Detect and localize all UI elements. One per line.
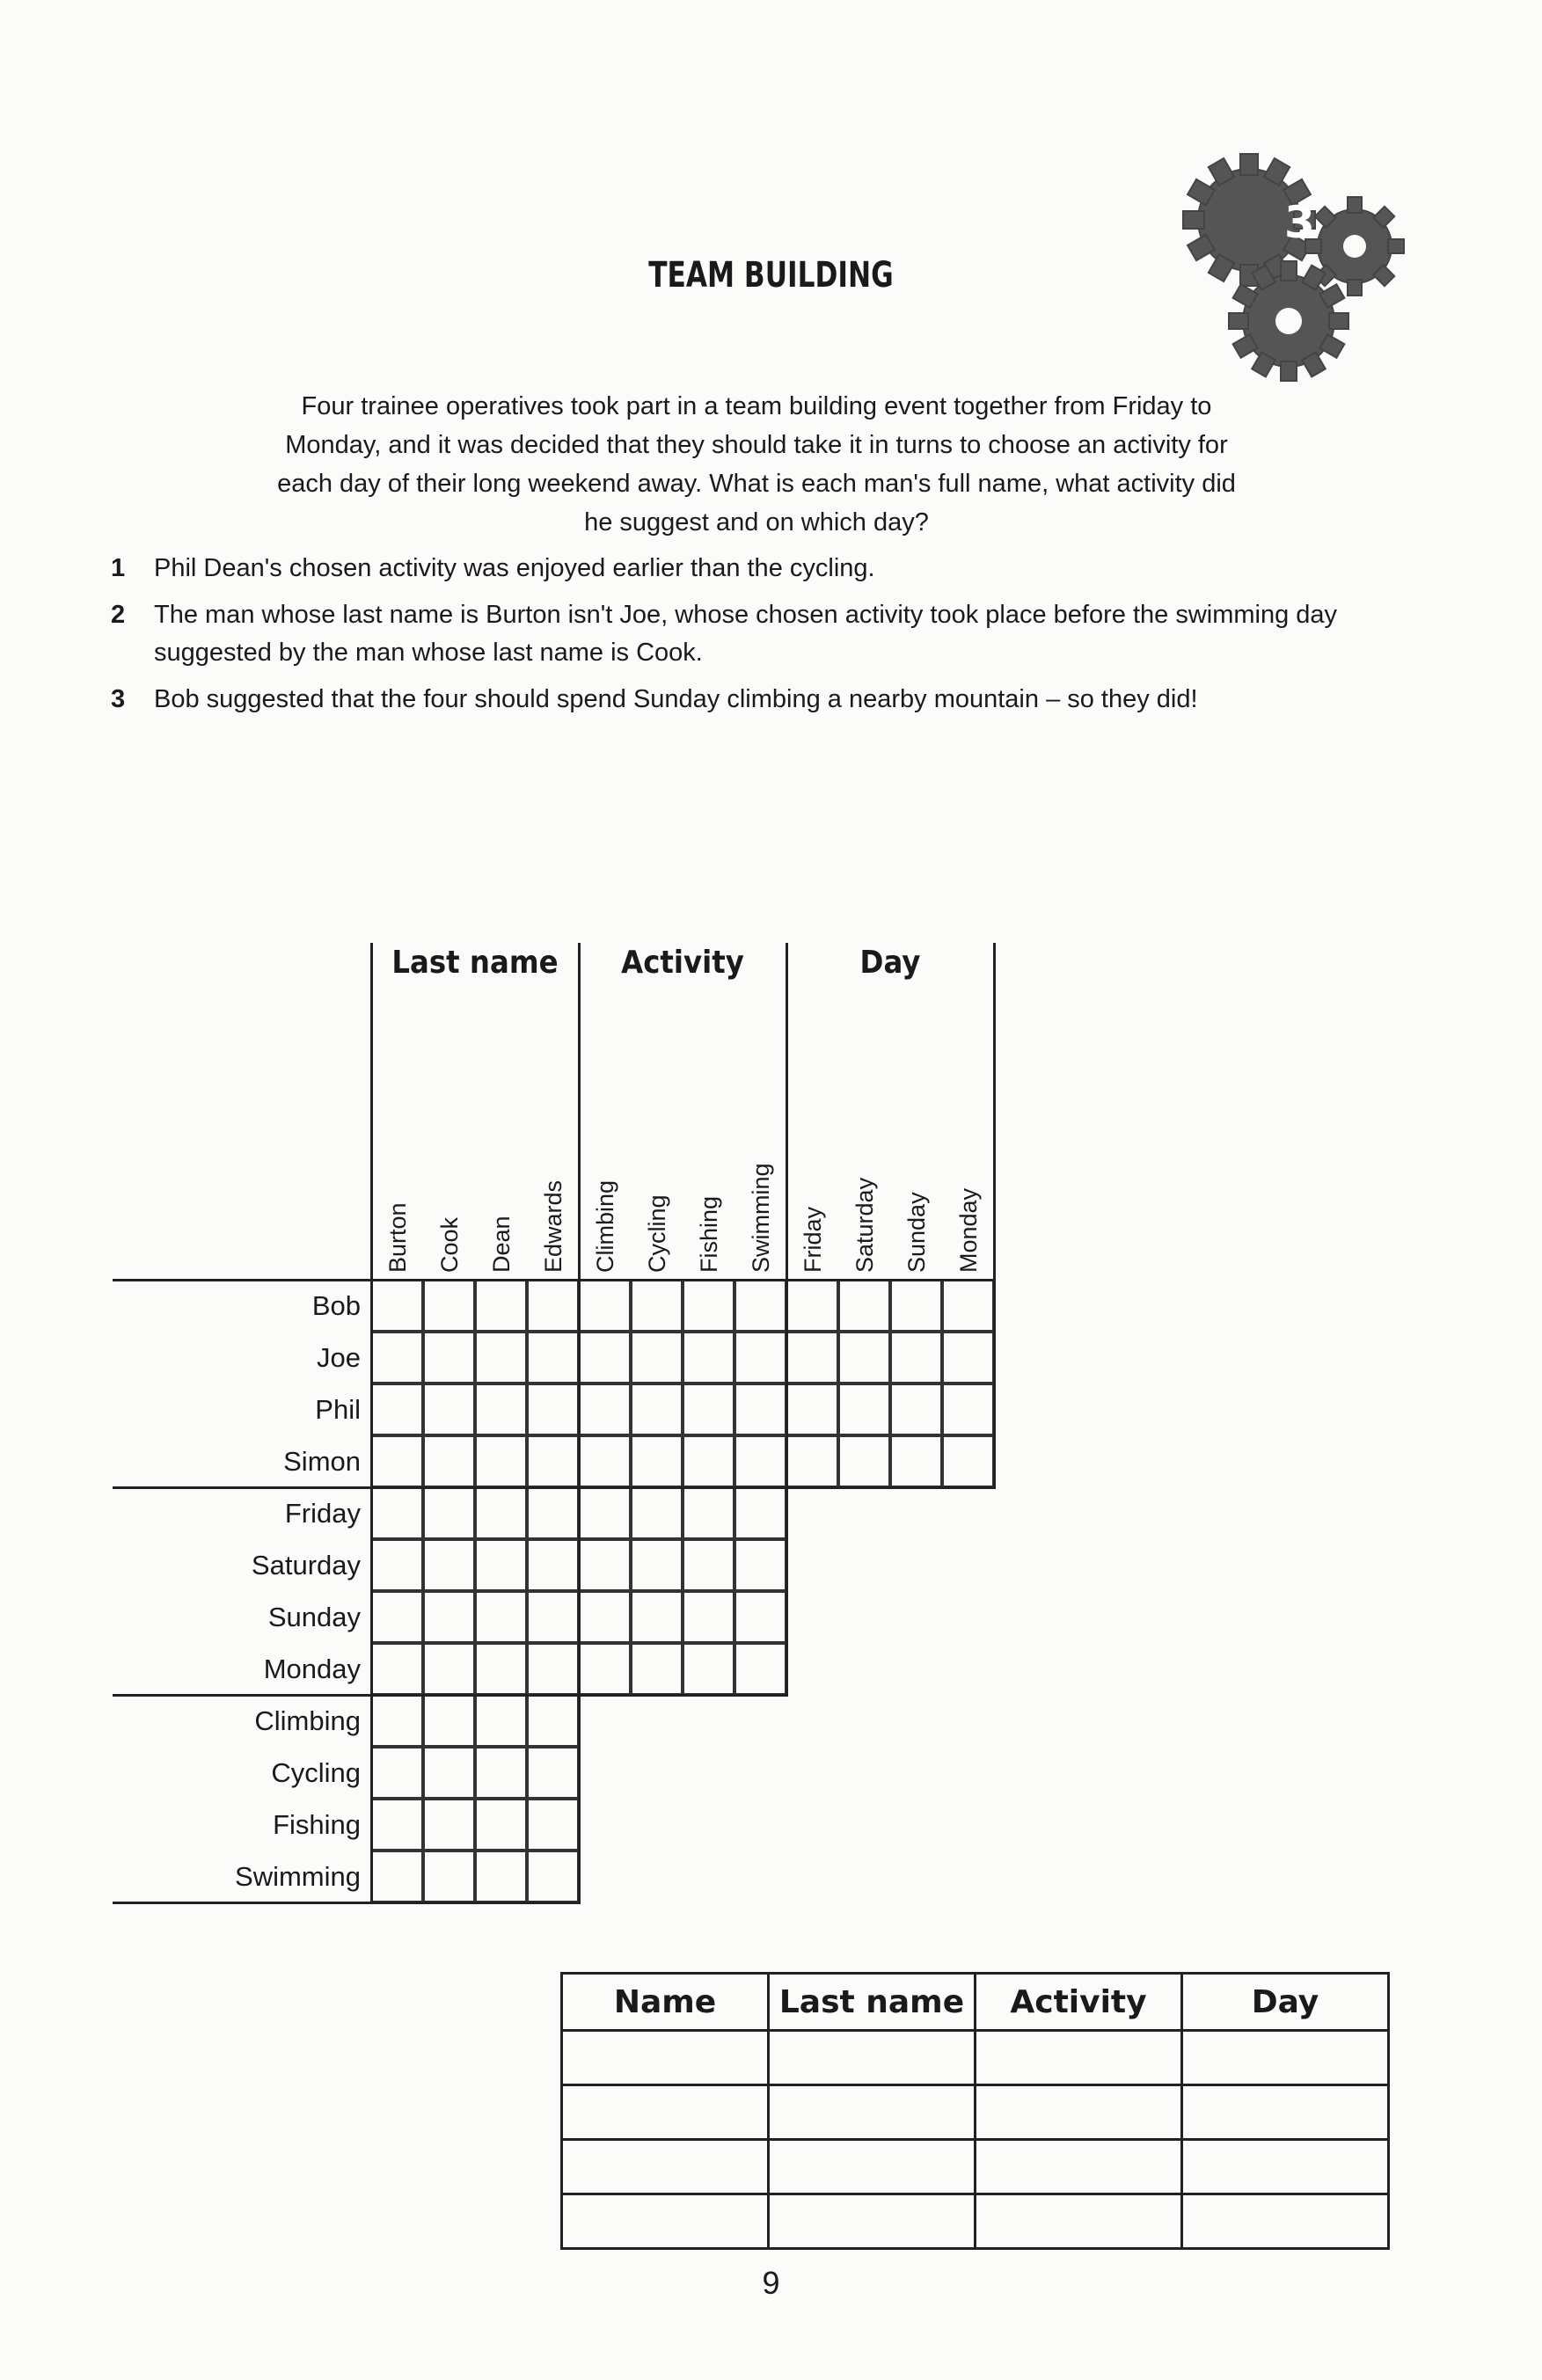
column-group-label: Activity <box>621 945 744 981</box>
grid-cell[interactable] <box>683 1280 734 1332</box>
puzzle-title: TEAM BUILDING <box>648 255 894 296</box>
column-item-label: Cycling <box>644 1194 670 1273</box>
answer-cell[interactable] <box>1182 2140 1389 2194</box>
grid-cell[interactable] <box>734 1332 786 1383</box>
grid-cell[interactable] <box>579 1591 631 1643</box>
column-item-label: Cook <box>436 1216 463 1273</box>
grid-cell[interactable] <box>527 1539 579 1591</box>
grid-cell[interactable] <box>423 1643 475 1695</box>
column-item-label: Climbing <box>592 1179 618 1273</box>
grid-cell[interactable] <box>423 1591 475 1643</box>
clue-2 <box>106 596 1381 672</box>
answer-cell[interactable] <box>769 2031 976 2085</box>
grid-cell[interactable] <box>475 1799 527 1851</box>
grid-cell[interactable] <box>527 1383 579 1435</box>
grid-cell[interactable] <box>423 1851 475 1902</box>
grid-cell[interactable] <box>734 1539 786 1591</box>
grid-cell[interactable] <box>683 1435 734 1487</box>
row-item-label: Climbing <box>254 1705 361 1736</box>
answer-cell[interactable] <box>1182 2031 1389 2085</box>
grid-cell[interactable] <box>423 1435 475 1487</box>
row-item-label: Bob <box>311 1290 361 1321</box>
answer-cell[interactable] <box>769 2085 976 2140</box>
puzzle-intro: Four trainee operatives took part in a team building event together from Friday to Monday, and it was decided that they should take it in turns to choose an activity for each day of their long weekend away. What is each man's full name, what activity did he suggest and on which day? <box>277 392 1236 537</box>
column-item-label: Fishing <box>696 1195 722 1273</box>
answer-row <box>562 2031 1389 2085</box>
answer-cell[interactable] <box>562 2140 769 2194</box>
grid-cell[interactable] <box>838 1435 890 1487</box>
grid-cell[interactable] <box>423 1799 475 1851</box>
grid-cell[interactable] <box>942 1435 994 1487</box>
grid-cell[interactable] <box>683 1487 734 1539</box>
grid-cell[interactable] <box>683 1539 734 1591</box>
grid-cell[interactable] <box>890 1435 942 1487</box>
answer-cell[interactable] <box>769 2140 976 2194</box>
grid-cell[interactable] <box>786 1435 838 1487</box>
column-item-label: Burton <box>384 1202 411 1273</box>
column-group-divider <box>578 943 581 1280</box>
answer-header-activity: Activity <box>976 1974 1182 2031</box>
grid-cell[interactable] <box>890 1280 942 1332</box>
clue-text: Phil Dean's chosen activity was enjoyed earlier than the cycling. <box>154 554 875 582</box>
grid-cell[interactable] <box>475 1851 527 1902</box>
grid-cell[interactable] <box>475 1487 527 1539</box>
grid-cell[interactable] <box>527 1332 579 1383</box>
grid-cell[interactable] <box>734 1643 786 1695</box>
grid-cell[interactable] <box>423 1383 475 1435</box>
row-item-label: Swimming <box>235 1861 361 1892</box>
grid-cell[interactable] <box>475 1747 527 1799</box>
column-item-label: Monday <box>955 1187 982 1273</box>
answer-cell[interactable] <box>976 2031 1182 2085</box>
row-item-label: Phil <box>315 1394 361 1425</box>
answer-cell[interactable] <box>976 2085 1182 2140</box>
clue-text: The man whose last name is Burton isn't Joe, whose chosen activity took place before the swimming day suggested by the man whose last name is Cook. <box>154 601 1338 667</box>
answer-table <box>560 1972 1390 2250</box>
grid-cell[interactable] <box>371 1851 423 1902</box>
grid-cell[interactable] <box>527 1487 579 1539</box>
grid-cell[interactable] <box>683 1383 734 1435</box>
grid-cell[interactable] <box>734 1383 786 1435</box>
grid-cell[interactable] <box>579 1487 631 1539</box>
grid-cell[interactable] <box>683 1332 734 1383</box>
answer-cell[interactable] <box>562 2085 769 2140</box>
grid-cell[interactable] <box>371 1332 423 1383</box>
grid-cell[interactable] <box>942 1332 994 1383</box>
grid-cell[interactable] <box>527 1851 579 1902</box>
grid-cell[interactable] <box>786 1332 838 1383</box>
grid-cell[interactable] <box>371 1643 423 1695</box>
grid-cell[interactable] <box>527 1747 579 1799</box>
grid-cell[interactable] <box>786 1280 838 1332</box>
grid-cell[interactable] <box>371 1487 423 1539</box>
clue-number: 1 <box>111 554 126 582</box>
grid-cell[interactable] <box>838 1383 890 1435</box>
grid-cell[interactable] <box>475 1435 527 1487</box>
grid-cell[interactable] <box>371 1539 423 1591</box>
grid-cell[interactable] <box>838 1332 890 1383</box>
grid-cell[interactable] <box>734 1591 786 1643</box>
grid-cell[interactable] <box>475 1383 527 1435</box>
grid-cell[interactable] <box>423 1695 475 1747</box>
grid-cell[interactable] <box>579 1539 631 1591</box>
row-item-label: Friday <box>284 1498 361 1529</box>
answer-header-last-name: Last name <box>769 1974 976 2031</box>
answer-cell[interactable] <box>976 2194 1182 2249</box>
page-number: 9 <box>762 2265 780 2301</box>
row-item-label: Monday <box>263 1654 361 1684</box>
answer-header-name: Name <box>562 1974 769 2031</box>
row-group-divider <box>113 1902 579 1904</box>
grid-cell[interactable] <box>631 1539 683 1591</box>
grid-cell[interactable] <box>475 1591 527 1643</box>
grid-cell[interactable] <box>734 1280 786 1332</box>
grid-cell[interactable] <box>527 1695 579 1747</box>
grid-cell[interactable] <box>527 1280 579 1332</box>
grid-cell[interactable] <box>734 1487 786 1539</box>
grid-cell[interactable] <box>631 1435 683 1487</box>
column-group-label: Last name <box>391 945 559 981</box>
column-group-divider <box>370 943 373 1280</box>
grid-cell[interactable] <box>683 1591 734 1643</box>
clue-1 <box>106 550 1381 588</box>
grid-cell[interactable] <box>579 1643 631 1695</box>
row-item-label: Simon <box>283 1446 361 1477</box>
row-item-label: Saturday <box>251 1550 361 1581</box>
answer-cell[interactable] <box>1182 2085 1389 2140</box>
grid-cell[interactable] <box>890 1383 942 1435</box>
clue-3 <box>106 681 1381 719</box>
grid-cell[interactable] <box>371 1383 423 1435</box>
grid-cell[interactable] <box>527 1435 579 1487</box>
grid-cell[interactable] <box>579 1332 631 1383</box>
grid-cell[interactable] <box>475 1332 527 1383</box>
clue-list <box>106 550 1381 727</box>
grid-cell[interactable] <box>371 1695 423 1747</box>
grid-cell[interactable] <box>579 1435 631 1487</box>
column-item-label: Edwards <box>540 1179 566 1273</box>
grid-cell[interactable] <box>734 1435 786 1487</box>
answer-cell[interactable] <box>1182 2194 1389 2249</box>
grid-cell[interactable] <box>475 1539 527 1591</box>
grid-cell[interactable] <box>579 1383 631 1435</box>
grid-cell[interactable] <box>371 1591 423 1643</box>
grid-cell[interactable] <box>371 1435 423 1487</box>
grid-cell[interactable] <box>475 1280 527 1332</box>
answer-row <box>562 2140 1389 2194</box>
clue-number: 2 <box>111 601 126 629</box>
grid-cell[interactable] <box>631 1280 683 1332</box>
grid-cell[interactable] <box>631 1591 683 1643</box>
grid-cell[interactable] <box>786 1383 838 1435</box>
grid-cell[interactable] <box>942 1383 994 1435</box>
answer-row <box>562 2085 1389 2140</box>
grid-cell[interactable] <box>423 1539 475 1591</box>
clue-text: Bob suggested that the four should spend Sunday climbing a nearby mountain – so they did! <box>154 685 1198 713</box>
column-item-label: Dean <box>488 1216 515 1273</box>
answer-cell[interactable] <box>562 2031 769 2085</box>
column-item-label: Saturday <box>851 1177 878 1273</box>
grid-cell[interactable] <box>371 1747 423 1799</box>
grid-cell[interactable] <box>631 1332 683 1383</box>
grid-cell[interactable] <box>631 1383 683 1435</box>
grid-cell[interactable] <box>631 1487 683 1539</box>
grid-cell[interactable] <box>423 1280 475 1332</box>
answer-cell[interactable] <box>769 2194 976 2249</box>
column-item-label: Swimming <box>748 1163 774 1273</box>
column-item-label: Friday <box>800 1206 826 1273</box>
grid-cell[interactable] <box>890 1332 942 1383</box>
grid-cell[interactable] <box>423 1747 475 1799</box>
column-item-label: Sunday <box>903 1192 930 1273</box>
grid-cell[interactable] <box>475 1643 527 1695</box>
grid-cell[interactable] <box>423 1332 475 1383</box>
grid-cell[interactable] <box>371 1799 423 1851</box>
grid-cell[interactable] <box>371 1280 423 1332</box>
grid-cell[interactable] <box>631 1643 683 1695</box>
answer-row <box>562 2194 1389 2249</box>
column-group-divider <box>993 943 996 1280</box>
row-item-label: Cycling <box>271 1757 361 1788</box>
clue-number: 3 <box>111 685 126 713</box>
grid-cell[interactable] <box>838 1280 890 1332</box>
grid-cell[interactable] <box>683 1643 734 1695</box>
grid-cell[interactable] <box>527 1591 579 1643</box>
grid-cell[interactable] <box>527 1643 579 1695</box>
answer-header-day: Day <box>1182 1974 1389 2031</box>
row-item-label: Sunday <box>267 1602 361 1632</box>
column-group-divider <box>786 943 788 1280</box>
row-item-label: Joe <box>317 1342 361 1373</box>
answer-cell[interactable] <box>976 2140 1182 2194</box>
row-item-label: Fishing <box>273 1809 361 1840</box>
badge-number: 3 <box>1284 197 1315 248</box>
grid-cell[interactable] <box>942 1280 994 1332</box>
grid-cell[interactable] <box>579 1280 631 1332</box>
grid-cell[interactable] <box>475 1695 527 1747</box>
column-group-label: Day <box>859 945 921 981</box>
grid-cell[interactable] <box>423 1487 475 1539</box>
answer-cell[interactable] <box>562 2194 769 2249</box>
grid-cell[interactable] <box>527 1799 579 1851</box>
